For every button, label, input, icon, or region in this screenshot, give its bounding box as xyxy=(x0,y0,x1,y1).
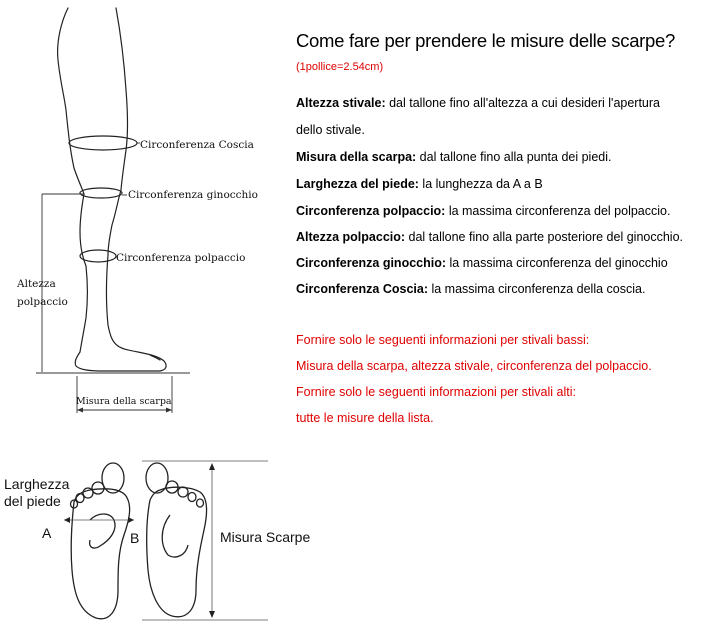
page-title: Come fare per prendere le misure delle scarpe? xyxy=(296,30,676,51)
definition-term: Misura della scarpa: xyxy=(296,150,417,164)
definition-boot-height xyxy=(296,96,660,110)
calf-height-label-line1: Altezza xyxy=(17,278,56,290)
definition-term: Larghezza del piede: xyxy=(296,177,419,191)
foot-width-label-line1: Larghezza xyxy=(4,476,70,492)
point-b-label: B xyxy=(130,530,140,546)
definition-term: Altezza polpaccio: xyxy=(296,230,406,244)
definition-term: Circonferenza polpaccio: xyxy=(296,204,446,218)
thigh-circumference-label: Circonferenza Coscia xyxy=(140,139,254,151)
shoe-size-label: Misura della scarpa xyxy=(76,396,172,407)
definition-knee-circumference xyxy=(296,256,668,270)
definition-term: Circonferenza ginocchio: xyxy=(296,256,447,270)
low-boots-text: Misura della scarpa, altezza stivale, circonferenza del polpaccio. xyxy=(296,359,652,373)
definition-text: dello stivale. xyxy=(296,123,365,137)
calf-circumference-label: Circonferenza polpaccio xyxy=(116,252,246,264)
definition-calf-circumference xyxy=(296,204,670,218)
definition-boot-height-cont xyxy=(296,123,365,137)
high-boots-text: tutte le misure della lista. xyxy=(296,411,434,425)
definition-text: la massima circonferenza della coscia. xyxy=(427,282,646,296)
shoe-length-label: Misura Scarpe xyxy=(220,529,311,545)
definition-text: la massima circonferenza del ginocchio xyxy=(446,256,668,270)
definition-text: la lunghezza da A a B xyxy=(418,177,543,191)
definition-text: dal tallone fino alla punta dei piedi. xyxy=(416,150,612,164)
definition-term: Altezza stivale: xyxy=(296,96,386,110)
low-boots-heading: Fornire solo le seguenti informazioni per stivali bassi: xyxy=(296,333,590,347)
definition-text: la massima circonferenza del polpaccio. xyxy=(445,204,671,218)
definition-term: Circonferenza Coscia: xyxy=(296,282,428,296)
point-a-label: A xyxy=(42,525,52,541)
definition-text: dal tallone fino all'altezza a cui desideri l'apertura xyxy=(385,96,661,110)
inch-conversion-note: (1pollice=2.54cm) xyxy=(296,61,384,73)
high-boots-heading: Fornire solo le seguenti informazioni per stivali alti: xyxy=(296,385,576,399)
definition-foot-width xyxy=(296,177,543,191)
definition-calf-height xyxy=(296,230,683,244)
definition-text: dal tallone fino alla parte posteriore del ginocchio. xyxy=(405,230,684,244)
foot-width-label-line2: del piede xyxy=(4,493,61,509)
calf-height-label-line2: polpaccio xyxy=(17,296,68,308)
knee-circumference-label: Circonferenza ginocchio xyxy=(128,189,258,201)
definition-thigh-circumference xyxy=(296,282,645,296)
definition-shoe-size xyxy=(296,150,612,164)
